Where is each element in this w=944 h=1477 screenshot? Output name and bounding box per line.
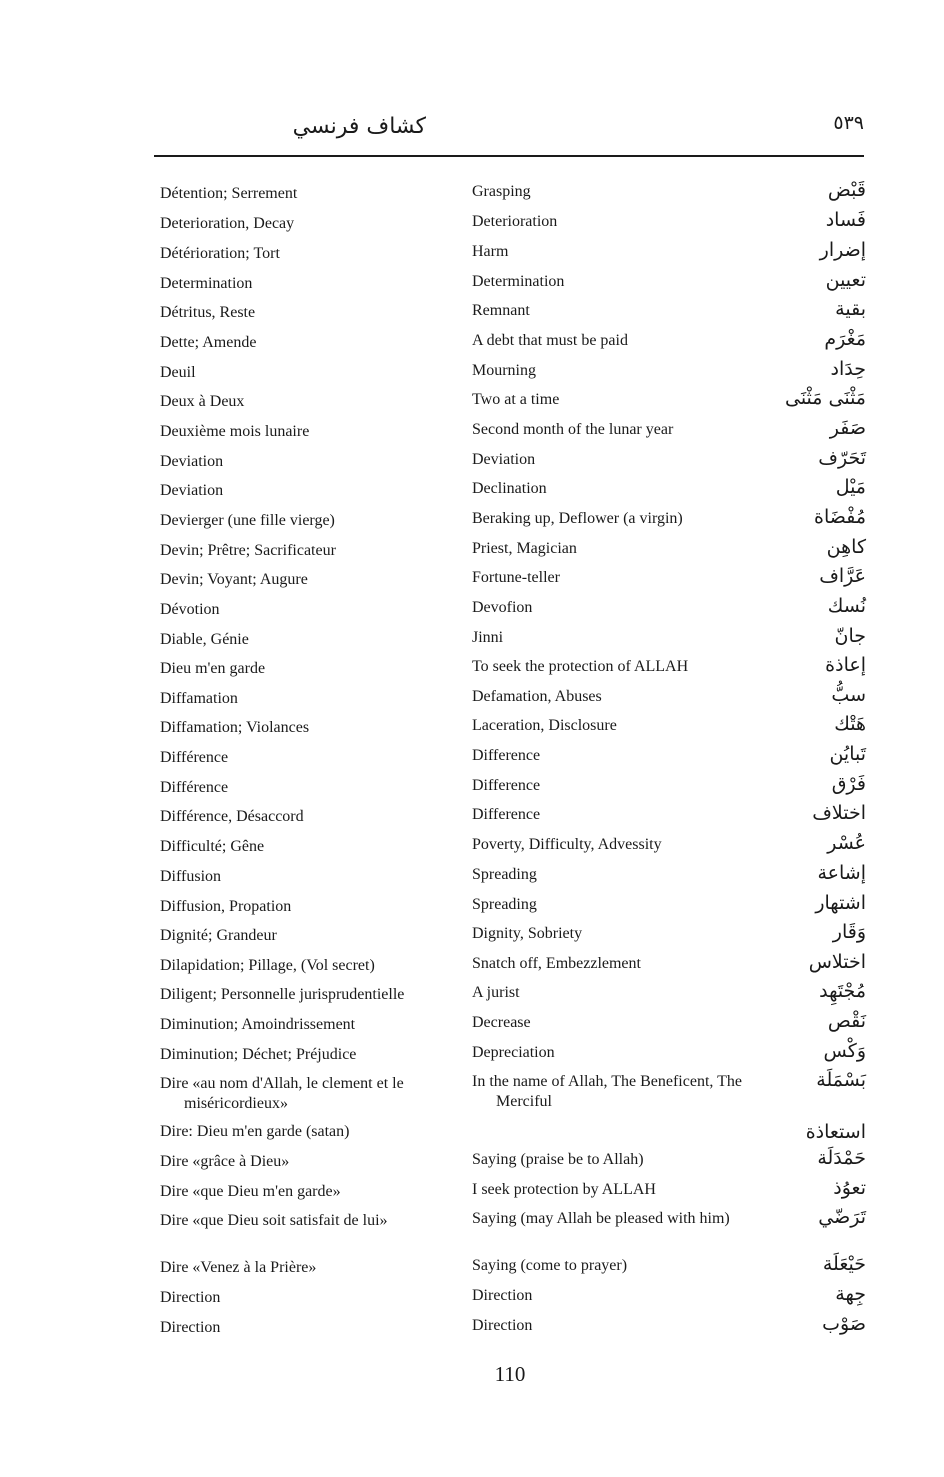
entry-arabic: مَيْل xyxy=(835,476,866,498)
entry-arabic: إعاذة xyxy=(825,654,866,676)
entry-arabic: تَبايُن xyxy=(829,743,866,765)
entry-arabic: مَثْنَى مَثْنَى xyxy=(784,387,866,409)
entry-english: Harm xyxy=(472,243,509,260)
entry-french: Diffamation; Violances xyxy=(160,719,310,736)
entry-row xyxy=(0,1040,944,1075)
entry-arabic: هَتْك xyxy=(834,713,866,735)
entry-arabic: حَمْدَلَة xyxy=(817,1147,866,1169)
entry-row xyxy=(0,447,944,482)
entry-arabic: سبُّ xyxy=(831,684,866,706)
entry-arabic: بَسْمَلَة xyxy=(816,1069,866,1091)
entry-english: Snatch off, Embezzlement xyxy=(472,955,641,972)
entry-english: To seek the protection of ALLAH xyxy=(472,658,689,675)
entry-english: Declination xyxy=(472,480,547,497)
entry-english: Remnant xyxy=(472,302,530,319)
entry-arabic: جِهة xyxy=(835,1283,866,1305)
entry-french: Diminution; Amoindrissement xyxy=(160,1016,356,1033)
entry-arabic: مُجْتَهِد xyxy=(819,980,866,1002)
entry-english: Deterioration xyxy=(472,213,558,230)
entry-english: Difference xyxy=(472,747,541,764)
entry-french: Diffusion, Propation xyxy=(160,898,292,915)
entry-row xyxy=(0,625,944,660)
entry-row xyxy=(0,1177,944,1212)
entry-arabic: مُفْضَاة xyxy=(813,506,866,528)
entry-arabic: إضرار xyxy=(819,239,866,261)
entry-row xyxy=(0,239,944,274)
entry-row xyxy=(0,417,944,452)
entry-row xyxy=(0,595,944,630)
entry-row xyxy=(0,298,944,333)
entry-row xyxy=(0,862,944,897)
entry-row xyxy=(0,536,944,571)
entry-french: Diffamation xyxy=(160,690,238,707)
footer-page-number: 110 xyxy=(494,1362,526,1386)
entry-row xyxy=(0,684,944,719)
entry-french: Determination xyxy=(160,275,253,292)
entry-french: Dignité; Grandeur xyxy=(160,927,277,944)
entry-arabic: كاهِن xyxy=(826,536,866,558)
entry-arabic: وَكْس xyxy=(823,1040,866,1062)
entry-english: Grasping xyxy=(472,183,531,200)
entry-french: Direction xyxy=(160,1319,221,1336)
entry-arabic: فَرْق xyxy=(831,773,866,795)
entry-french: Différence xyxy=(160,749,229,766)
entry-arabic: اختلاس xyxy=(808,951,866,973)
entry-english: Deviation xyxy=(472,451,536,468)
entry-row xyxy=(0,328,944,363)
entry-row xyxy=(0,951,944,986)
entry-row xyxy=(0,387,944,422)
entry-english: Poverty, Difficulty, Advessity xyxy=(472,836,662,853)
entry-row xyxy=(0,209,944,244)
entry-french: Devierger (une fille vierge) xyxy=(160,512,335,529)
entry-french: Devin; Voyant; Augure xyxy=(160,571,308,588)
entry-english: Depreciation xyxy=(472,1044,555,1061)
entry-arabic: مَغْرَم xyxy=(824,328,866,350)
entry-arabic: قَبْض xyxy=(827,179,866,201)
entry-arabic: اشتهار xyxy=(815,892,866,914)
entry-french: Deuxième mois lunaire xyxy=(160,423,310,440)
entry-arabic: تَحَرّف xyxy=(818,447,866,469)
entry-row xyxy=(0,743,944,778)
entry-french: Deterioration, Decay xyxy=(160,215,295,232)
entry-arabic: فَساد xyxy=(825,209,866,231)
entry-row xyxy=(0,1147,944,1182)
entry-french: Dire: Dieu m'en garde (satan) xyxy=(160,1123,350,1140)
entry-english: Determination xyxy=(472,273,565,290)
entry-english: Difference xyxy=(472,806,541,823)
entry-french: Direction xyxy=(160,1289,221,1306)
entry-arabic: نَقْص xyxy=(827,1010,866,1032)
entry-english: Spreading xyxy=(472,896,537,913)
entry-english: Decrease xyxy=(472,1014,531,1031)
entry-row xyxy=(0,565,944,600)
entry-english: Devofion xyxy=(472,599,533,616)
entry-row xyxy=(0,892,944,927)
entry-arabic: عَرَّاف xyxy=(819,565,866,587)
entry-row xyxy=(0,1010,944,1045)
entry-french: Détritus, Reste xyxy=(160,304,256,321)
entry-arabic: عُسْر xyxy=(827,832,866,854)
entry-arabic: تعوُذ xyxy=(833,1177,866,1199)
entry-english: Second month of the lunar year xyxy=(472,421,674,438)
entry-row xyxy=(0,773,944,808)
entry-arabic: حَيْعَلَة xyxy=(822,1253,866,1275)
entry-french: Dilapidation; Pillage, (Vol secret) xyxy=(160,957,375,974)
entry-arabic: إشاعة xyxy=(817,862,866,884)
entry-arabic: وَقَار xyxy=(832,921,866,943)
entry-french: Détérioration; Tort xyxy=(160,245,280,262)
entry-arabic: جانّ xyxy=(834,625,866,647)
entry-english: Direction xyxy=(472,1287,533,1304)
entry-english: In the name of Allah, The Beneficent, The Merciful xyxy=(472,1073,742,1110)
entry-english: Laceration, Disclosure xyxy=(472,717,617,734)
entry-arabic: تعيين xyxy=(825,269,866,291)
entry-english: Direction xyxy=(472,1317,533,1334)
header-page-number: ٥٣٩ xyxy=(833,112,864,134)
header-title: كشاف فرنسي xyxy=(292,114,426,139)
entry-french: Différence xyxy=(160,779,229,796)
entry-row xyxy=(0,1122,944,1152)
entry-english: Fortune-teller xyxy=(472,569,560,586)
entry-french: Détention; Serrement xyxy=(160,185,298,202)
entry-english: Saying (come to prayer) xyxy=(472,1257,628,1274)
entry-french: Diminution; Déchet; Préjudice xyxy=(160,1046,357,1063)
entry-french: Devin; Prêtre; Sacrificateur xyxy=(160,542,336,559)
entry-row xyxy=(0,1313,944,1348)
entry-arabic: اختلاف xyxy=(812,802,866,824)
entry-french: Dieu m'en garde xyxy=(160,660,266,677)
entry-english: Spreading xyxy=(472,866,537,883)
entry-french: Deux à Deux xyxy=(160,393,245,410)
entry-row xyxy=(0,713,944,748)
entry-row xyxy=(0,179,944,214)
entry-french: Dire «que Dieu soit satisfait de lui» xyxy=(160,1212,388,1229)
entry-french: Diligent; Personnelle jurisprudentielle xyxy=(160,986,405,1003)
entry-french: Deviation xyxy=(160,453,224,470)
entry-french: Diable, Génie xyxy=(160,631,249,648)
entry-row xyxy=(0,654,944,689)
entry-english: Defamation, Abuses xyxy=(472,688,602,705)
entry-arabic: تَرَضّي xyxy=(818,1206,866,1228)
entry-arabic: حِدَاد xyxy=(830,358,866,380)
entry-arabic: استعاذة xyxy=(805,1121,866,1143)
entry-french: Deviation xyxy=(160,482,224,499)
entry-english: Saying (may Allah be pleased with him) xyxy=(472,1210,730,1227)
entry-arabic: بقية xyxy=(835,298,866,320)
entry-french: Diffusion xyxy=(160,868,222,885)
entry-row xyxy=(0,269,944,304)
entry-english: Beraking up, Deflower (a virgin) xyxy=(472,510,683,527)
entry-french: Dévotion xyxy=(160,601,220,618)
entry-row xyxy=(0,506,944,541)
entry-row xyxy=(0,1283,944,1318)
entry-english: Jinni xyxy=(472,629,504,646)
entry-french: Dire «que Dieu m'en garde» xyxy=(160,1183,341,1200)
entry-french: Dette; Amende xyxy=(160,334,257,351)
entry-row xyxy=(0,1069,944,1112)
entry-row xyxy=(0,980,944,1015)
entry-row xyxy=(0,832,944,867)
entry-french: Dire «grâce à Dieu» xyxy=(160,1153,290,1170)
entry-english: Mourning xyxy=(472,362,536,379)
entry-english: Dignity, Sobriety xyxy=(472,925,583,942)
entry-row xyxy=(0,476,944,511)
entry-french: Difficulté; Gêne xyxy=(160,838,265,855)
entry-english: Difference xyxy=(472,777,541,794)
entry-arabic: صَفَر xyxy=(829,417,866,439)
entry-row xyxy=(0,1206,944,1241)
entry-english: Two at a time xyxy=(472,391,560,408)
entry-english: I seek protection by ALLAH xyxy=(472,1181,656,1198)
entry-french: Deuil xyxy=(160,364,196,381)
entry-english: Priest, Magician xyxy=(472,540,577,557)
entry-english: A jurist xyxy=(472,984,520,1001)
entry-arabic: صَوْب xyxy=(822,1313,866,1335)
entry-english: A debt that must be paid xyxy=(472,332,628,349)
entry-french: Différence, Désaccord xyxy=(160,808,304,825)
entry-row xyxy=(0,1253,944,1288)
entry-arabic: نُسك xyxy=(827,595,866,617)
entry-french: Dire «Venez à la Prière» xyxy=(160,1259,317,1276)
entry-french: Dire «au nom d'Allah, le clement et le miséricordieux» xyxy=(160,1075,404,1112)
entry-row xyxy=(0,802,944,837)
entry-row xyxy=(0,921,944,956)
entry-english: Saying (praise be to Allah) xyxy=(472,1151,644,1168)
